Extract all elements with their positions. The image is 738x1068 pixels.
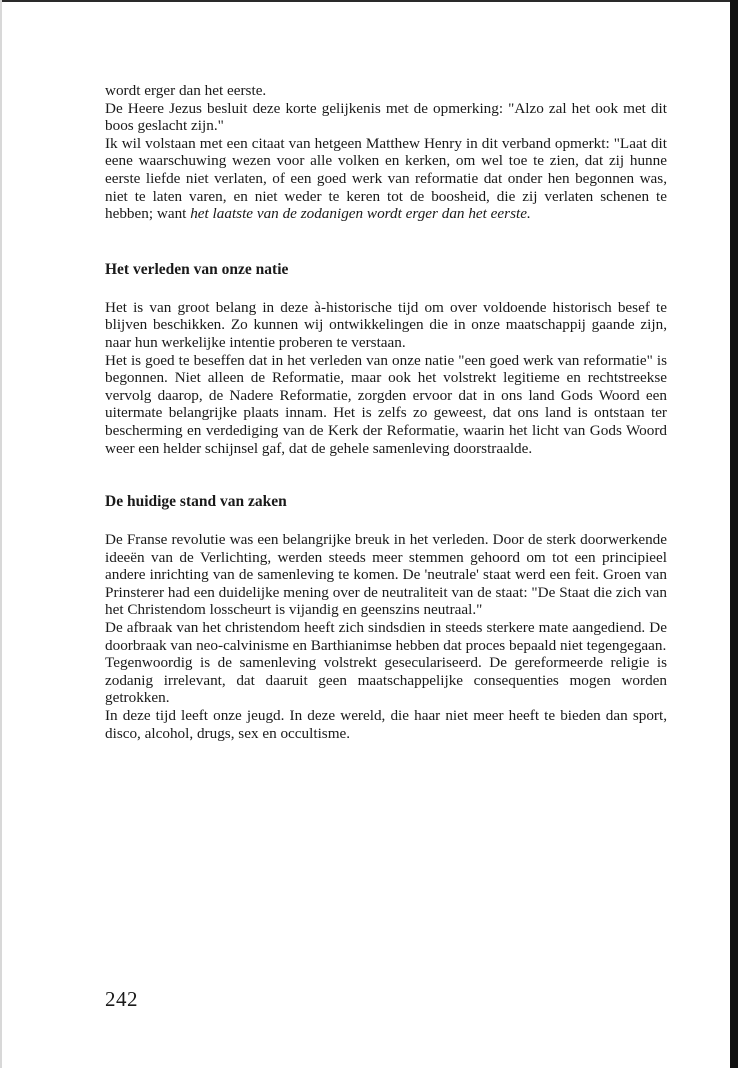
page-number: 242 (105, 987, 138, 1011)
current-paragraph-2: De afbraak van het christendom heeft zich sindsdien in steeds sterkere mate aangediend. De doorbraak van neo-calvinisme en Barthianimse hebben dat proces bepaald niet tegengegaan. (105, 619, 667, 654)
intro-paragraph-3 (105, 135, 667, 223)
current-paragraph-3: Tegenwoordig is de samenleving volstrekt geseculariseerd. De gereformeerde religie is zodanig irrelevant, dat daaruit geen maatschappelijke consequenties mogen worden getrokken. (105, 654, 667, 707)
history-paragraph-2: Het is goed te beseffen dat in het verleden van onze natie "een goed werk van reformatie" is begonnen. Niet alleen de Reformatie, maar ook het volstrekt legitieme en rechtstreekse vervolg daarop, de Nadere Reformatie, zorgden ervoor dat in ons land Gods Woord een uitermate belangrijke plaats innam. Het is zelfs zo geweest, dat ons land is ontstaan ter bescherming en verdediging van de Kerk der Reformatie, waarin het licht van Gods Woord weer een helder schijnsel gaf, dat de gehele samenleving doorstraalde. (105, 351, 667, 457)
scan-top-edge (0, 0, 738, 2)
section-heading-history: Het verleden van onze natie (105, 260, 289, 278)
current-paragraph-4: In deze tijd leeft onze jeugd. In deze wereld, die haar niet meer heeft te bieden dan sport, disco, alcohol, drugs, sex en occultisme. (105, 707, 667, 742)
intro-paragraph-1: wordt erger dan het eerste. (105, 82, 267, 99)
history-paragraph-1: Het is van groot belang in deze à-historische tijd om over voldoende historisch besef te blijven beschikken. Zo kunnen wij ontwikkelingen die in onze maatschappij gaande zijn, naar hun werkelijke intentie proberen te verstaan. (105, 298, 667, 351)
intro-paragraph-2: De Heere Jezus besluit deze korte gelijkenis met de opmerking: "Alzo zal het ook met dit boos geslacht zijn." (105, 99, 667, 135)
intro-paragraph-3-text: Ik wil volstaan met een citaat van hetgeen Matthew Henry in dit verband opmerkt: "Laat dit eene waarschuwing wezen voor alle volken en kerken, om wel toe te zien, dat zij hunne eerste liefde niet verlaten, of een goed werk van reformatie dat onder hen begonnen was, niet te laten varen, en niet weder te keren tot de boosheid, die zij verlaten schenen te hebben; want (105, 134, 667, 223)
intro-paragraph-3-italic: het laatste van de zodanigen wordt erger dan het eerste. (190, 205, 531, 223)
scan-left-edge (0, 0, 2, 1068)
page-body (105, 82, 667, 742)
section-heading-current-state: De huidige stand van zaken (105, 493, 287, 511)
scan-right-edge (730, 0, 738, 1068)
current-paragraph-1: De Franse revolutie was een belangrijke breuk in het verleden. Door de sterk doorwerkende ideeën van de Verlichting, werden steeds meer stemmen gehoord om tot een principieel andere inrichting van de samenleving te komen. De 'neutrale' staat werd een feit. Groen van Prinsterer had een duidelijke mening over de neutraliteit van de staat: "De Staat die zich van het Christendom losscheurt is vijandig en geenszins neutraal." (105, 531, 667, 619)
